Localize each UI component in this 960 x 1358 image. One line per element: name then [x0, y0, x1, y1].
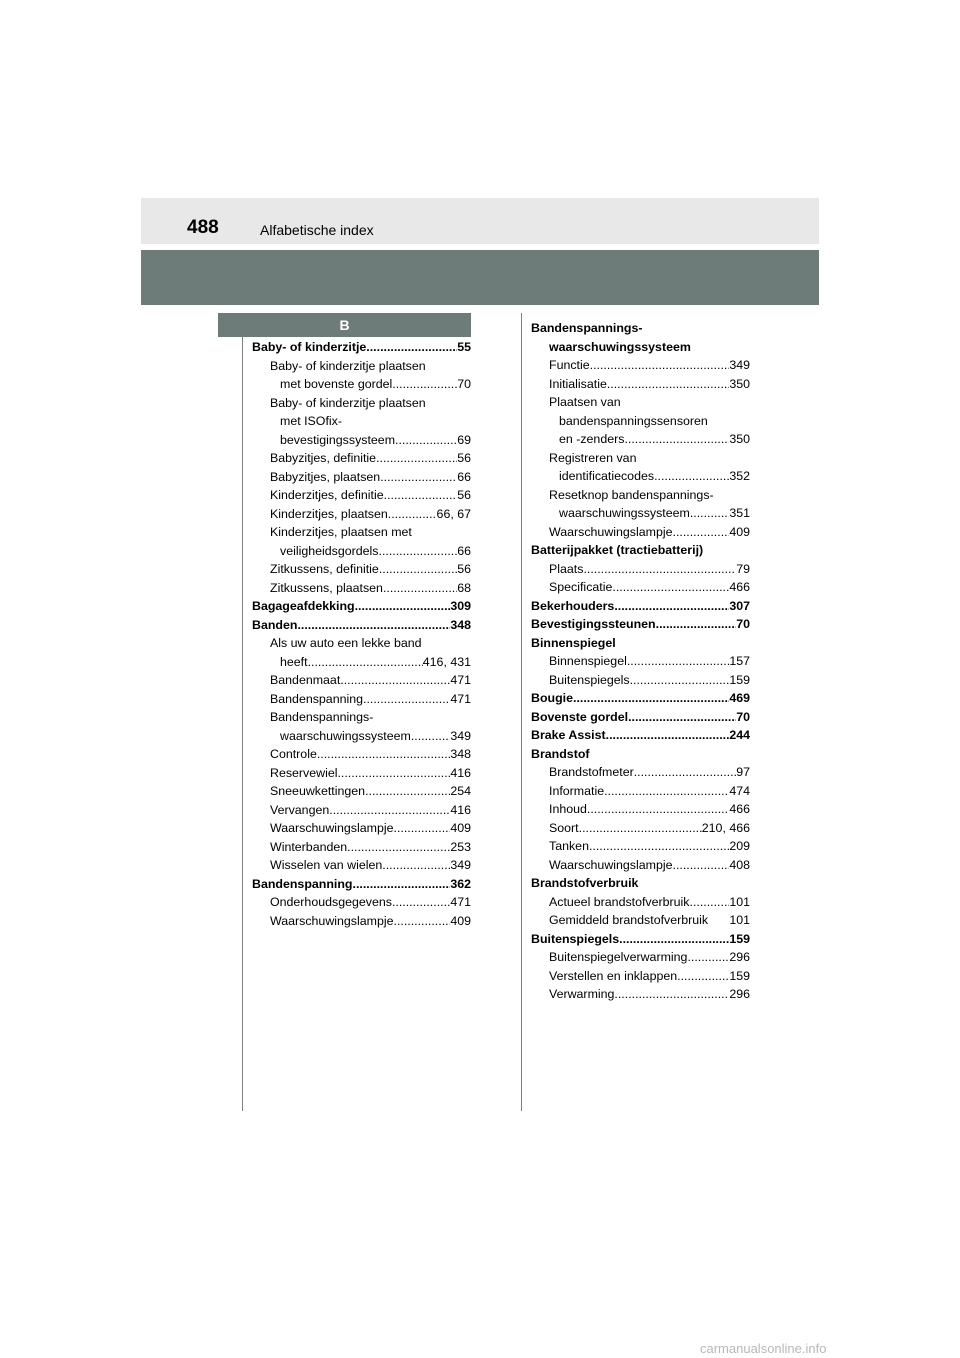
index-subentry	[252, 505, 471, 524]
dot-leader	[366, 338, 457, 357]
dot-leader	[630, 671, 730, 690]
entry-text: Vervangen	[270, 802, 330, 817]
index-heading	[531, 541, 750, 560]
dot-leader	[353, 875, 451, 894]
index-heading	[531, 930, 750, 949]
entry-text: Babyzitjes, definitie	[270, 451, 377, 465]
page-reference[interactable]: 350	[729, 376, 750, 391]
entry-text: Controle	[270, 747, 317, 761]
index-subentry	[531, 856, 750, 875]
index-heading	[531, 597, 750, 616]
page-reference[interactable]: 157	[729, 654, 750, 668]
entry-text: heeft	[280, 654, 308, 669]
dot-leader	[376, 449, 457, 468]
entry-text: Informatie	[549, 783, 605, 798]
entry-text: Zitkussens, definitie	[270, 562, 379, 576]
index-subentry	[531, 449, 750, 468]
page-reference[interactable]: 101	[729, 913, 750, 927]
page-reference[interactable]: 70	[736, 617, 750, 631]
entry-text: Registreren van	[549, 450, 637, 465]
index-heading	[531, 726, 750, 745]
index-subentry	[252, 671, 471, 690]
index-subentry	[531, 523, 750, 542]
entry-text: Verstellen en inklappen	[549, 968, 678, 983]
page-reference[interactable]: 66	[457, 543, 471, 558]
page-reference[interactable]: 296	[729, 987, 750, 1001]
index-subentry	[252, 708, 471, 727]
index-subentry	[252, 523, 471, 542]
entry-text: Kinderzitjes, plaatsen	[270, 506, 388, 521]
index-subentry	[252, 542, 471, 561]
entry-text: Binnenspiegel	[549, 654, 627, 668]
entry-text: Bandenmaat	[270, 673, 341, 687]
index-heading	[531, 319, 750, 338]
index-subentry	[252, 449, 471, 468]
index-subentry	[531, 375, 750, 394]
page-reference[interactable]: 466	[729, 802, 750, 816]
entry-text: Baby- of kinderzitje	[252, 340, 367, 354]
index-subentry	[531, 578, 750, 597]
dot-leader	[308, 653, 423, 672]
dot-leader	[363, 690, 450, 709]
page-reference[interactable]: 70	[736, 709, 750, 724]
entry-text: Gemiddeld brandstofverbruik	[549, 913, 709, 927]
index-subentry	[531, 467, 750, 486]
page-reference[interactable]: 352	[729, 469, 750, 483]
index-heading	[531, 615, 750, 634]
index-subentry	[531, 486, 750, 505]
index-heading	[531, 708, 750, 727]
entry-text: waarschuwingssysteem	[559, 506, 690, 520]
dot-leader	[394, 912, 451, 931]
entry-text: waarschuwingssysteem	[549, 339, 691, 354]
entry-text: Actueel brandstofverbruik	[549, 894, 690, 909]
dot-leader	[673, 523, 730, 542]
page-reference[interactable]: 68	[457, 580, 471, 595]
index-subentry	[531, 948, 750, 967]
dot-leader	[677, 967, 729, 986]
page-reference[interactable]: 349	[450, 858, 471, 872]
entry-text: Baby- of kinderzitje plaatsen	[270, 395, 426, 410]
page-reference[interactable]: 69	[457, 432, 471, 447]
entry-text: Brandstofmeter	[549, 765, 634, 779]
index-heading	[252, 338, 471, 357]
index-heading	[531, 745, 750, 764]
letter-tab: B	[218, 313, 471, 337]
dot-leader	[573, 689, 729, 708]
index-heading	[531, 634, 750, 653]
index-heading	[252, 875, 471, 894]
entry-text: Bovenste gordel	[531, 709, 629, 724]
page-reference[interactable]: 409	[450, 913, 471, 928]
page-reference[interactable]: 210, 466	[701, 820, 750, 835]
page-reference[interactable]: 416	[450, 765, 471, 780]
dot-leader	[382, 856, 450, 875]
entry-text: Plaats	[549, 561, 584, 576]
index-subentry	[531, 967, 750, 986]
dot-leader	[329, 801, 450, 820]
dot-leader	[690, 893, 730, 912]
entry-text: Kinderzitjes, definitie	[270, 488, 384, 502]
dot-leader	[394, 819, 451, 838]
entry-text: Specificatie	[549, 580, 613, 594]
dot-leader	[624, 430, 729, 449]
dot-leader	[656, 615, 737, 634]
page-reference[interactable]: 349	[450, 728, 471, 743]
dot-leader	[690, 504, 729, 523]
entry-text: Brandstofverbruik	[531, 876, 639, 890]
page-reference[interactable]: 296	[729, 950, 750, 964]
entry-text: Waarschuwingslampje	[270, 913, 394, 928]
index-heading	[252, 597, 471, 616]
index-subentry	[252, 856, 471, 875]
page-reference[interactable]: 471	[450, 895, 471, 909]
dot-leader	[634, 763, 736, 782]
page-reference[interactable]: 307	[729, 598, 750, 613]
index-subentry	[252, 486, 471, 505]
page-reference[interactable]: 253	[450, 839, 471, 854]
dot-leader	[627, 652, 729, 671]
header-band	[141, 250, 819, 305]
entry-text: Bandenspanning	[270, 691, 364, 706]
entry-text: Baby- of kinderzitje plaatsen	[270, 358, 426, 373]
page-reference[interactable]: 309	[450, 599, 471, 613]
entry-text: Bougie	[531, 691, 573, 705]
dot-leader	[337, 764, 450, 783]
entry-text: Inhoud	[549, 802, 587, 816]
dot-leader	[383, 579, 457, 598]
dot-leader	[579, 819, 702, 838]
entry-text: Waarschuwingslampje	[270, 821, 394, 835]
entry-text: Binnenspiegel	[531, 635, 616, 650]
index-heading	[531, 689, 750, 708]
dot-leader	[604, 782, 729, 801]
index-column-right	[531, 319, 750, 1004]
page-reference[interactable]: 474	[729, 783, 750, 798]
index-subentry	[252, 560, 471, 579]
entry-text: Bandenspanning	[252, 876, 353, 891]
entry-text: bandenspanningssensoren	[559, 413, 708, 428]
index-subentry	[531, 393, 750, 412]
entry-text: Soort	[549, 820, 579, 835]
entry-text: Bagageafdekking	[252, 599, 355, 613]
dot-leader	[380, 468, 457, 487]
index-subentry	[531, 671, 750, 690]
page-reference[interactable]: 101	[729, 894, 750, 909]
dot-leader	[317, 745, 450, 764]
index-subentry	[252, 912, 471, 931]
right-column-rule	[521, 313, 522, 1111]
dot-leader	[384, 486, 458, 505]
page-reference[interactable]: 159	[729, 968, 750, 983]
entry-text: Zitkussens, plaatsen	[270, 580, 383, 595]
index-subentry	[252, 579, 471, 598]
page-reference[interactable]: 349	[729, 358, 750, 372]
entry-text: Verwarming	[549, 987, 615, 1001]
dot-leader	[614, 597, 729, 616]
entry-text: Sneeuwkettingen	[270, 784, 366, 798]
page-reference[interactable]: 97	[736, 765, 750, 779]
index-heading	[531, 874, 750, 893]
entry-text: Resetknop bandenspannings-	[549, 487, 714, 502]
index-subentry	[531, 819, 750, 838]
page-reference[interactable]: 348	[450, 747, 471, 761]
page-reference[interactable]: 409	[729, 524, 750, 539]
index-subentry	[252, 745, 471, 764]
entry-text: Reservewiel	[270, 765, 338, 780]
watermark: carmanualsonline.info	[700, 1341, 827, 1356]
index-subentry	[252, 653, 471, 672]
index-subentry	[531, 800, 750, 819]
entry-text: Babyzitjes, plaatsen	[270, 469, 381, 484]
dot-leader	[379, 560, 457, 579]
entry-text: Wisselen van wielen	[270, 858, 383, 872]
page-reference[interactable]: 409	[450, 821, 471, 835]
dot-leader	[673, 856, 730, 875]
entry-text: Waarschuwingslampje	[549, 857, 673, 872]
page-reference[interactable]: 471	[450, 673, 471, 687]
page-reference[interactable]: 254	[450, 784, 471, 798]
index-subentry	[531, 985, 750, 1004]
dot-leader	[614, 985, 729, 1004]
entry-text: Buitenspiegels	[531, 931, 620, 946]
dot-leader	[590, 356, 730, 375]
dot-leader	[619, 930, 729, 949]
page-reference[interactable]: 209	[729, 839, 750, 853]
index-subentry	[531, 560, 750, 579]
entry-text: Als uw auto een lekke band	[270, 636, 422, 650]
index-subentry	[531, 837, 750, 856]
index-heading	[252, 616, 471, 635]
page-reference[interactable]: 159	[729, 931, 750, 946]
dot-leader	[612, 578, 729, 597]
entry-text: Winterbanden	[270, 839, 348, 854]
entry-text: met bovenste gordel	[280, 377, 393, 391]
entry-text: Batterijpakket (tractiebatterij)	[531, 543, 704, 557]
entry-text: met ISOfix-	[280, 414, 342, 428]
entry-text: Kinderzitjes, plaatsen met	[270, 525, 412, 539]
page-reference[interactable]: 408	[729, 857, 750, 872]
page-reference[interactable]: 416	[450, 802, 471, 817]
index-column-left	[252, 338, 471, 930]
dot-leader	[379, 542, 458, 561]
index-subentry	[252, 634, 471, 653]
page-reference[interactable]: 471	[450, 691, 471, 706]
index-subentry	[252, 690, 471, 709]
page-reference[interactable]: 56	[457, 451, 471, 465]
page-reference[interactable]: 70	[457, 377, 471, 391]
index-subentry	[252, 468, 471, 487]
dot-leader	[607, 375, 729, 394]
dot-leader	[340, 671, 450, 690]
page-reference[interactable]: 66	[457, 469, 471, 484]
index-subentry	[252, 431, 471, 450]
dot-leader	[395, 431, 457, 450]
entry-text: Plaatsen van	[549, 395, 621, 409]
page-reference[interactable]: 55	[457, 340, 471, 354]
page-reference[interactable]: 469	[729, 691, 750, 705]
page-reference[interactable]: 416, 431	[422, 654, 471, 669]
entry-text: Bandenspannings-	[531, 321, 643, 335]
dot-leader	[654, 467, 729, 486]
index-subentry	[252, 801, 471, 820]
index-subentry	[531, 911, 750, 930]
dot-leader	[587, 800, 729, 819]
index-subentry	[531, 893, 750, 912]
page-number: 488	[187, 217, 219, 238]
page-reference[interactable]: 362	[450, 876, 471, 891]
entry-text: identificatiecodes	[559, 469, 655, 483]
dot-leader	[355, 597, 451, 616]
entry-text: Brandstof	[531, 746, 590, 761]
index-subentry	[531, 652, 750, 671]
dot-leader	[628, 708, 736, 727]
entry-text: Buitenspiegelverwarming	[549, 950, 688, 964]
index-subentry	[531, 782, 750, 801]
dot-leader	[589, 837, 729, 856]
index-subentry	[531, 356, 750, 375]
index-subentry	[252, 357, 471, 376]
index-subentry	[252, 727, 471, 746]
index-subentry	[531, 412, 750, 431]
dot-leader	[583, 560, 736, 579]
index-heading	[531, 338, 750, 357]
page-reference[interactable]: 244	[729, 728, 750, 742]
index-subentry	[252, 764, 471, 783]
entry-text: Initialisatie	[549, 376, 607, 391]
page-reference[interactable]: 466	[729, 580, 750, 594]
entry-text: Buitenspiegels	[549, 672, 630, 687]
page-reference[interactable]: 348	[450, 617, 471, 632]
index-subentry	[252, 394, 471, 413]
dot-leader	[606, 726, 730, 745]
page-reference[interactable]: 159	[729, 672, 750, 687]
page-reference[interactable]: 66, 67	[436, 506, 471, 521]
entry-text: Bandenspannings-	[270, 710, 374, 724]
dot-leader	[392, 893, 450, 912]
entry-text: veiligheidsgordels	[280, 543, 379, 558]
entry-text: Bevestigingssteunen	[531, 617, 656, 631]
entry-text: Functie	[549, 358, 590, 372]
dot-leader	[388, 505, 437, 524]
entry-text: Bekerhouders	[531, 598, 615, 613]
index-subentry	[252, 819, 471, 838]
index-subentry	[252, 893, 471, 912]
dot-leader	[687, 948, 729, 967]
dot-leader	[392, 375, 457, 394]
entry-text: en -zenders	[559, 432, 625, 446]
page-reference[interactable]: 351	[729, 506, 750, 520]
index-subentry	[252, 375, 471, 394]
section-title: Alfabetische index	[260, 222, 374, 238]
page-reference[interactable]: 79	[736, 561, 750, 576]
entry-text: Tanken	[549, 839, 589, 853]
entry-text: waarschuwingssysteem	[280, 728, 411, 743]
entry-text: Brake Assist	[531, 728, 606, 742]
entry-text: Waarschuwingslampje	[549, 524, 673, 539]
page-reference[interactable]: 56	[457, 488, 471, 502]
page-reference[interactable]: 350	[729, 432, 750, 446]
entry-text: Banden	[252, 617, 298, 632]
index-subentry	[531, 430, 750, 449]
dot-leader	[365, 782, 450, 801]
index-subentry	[531, 504, 750, 523]
header-bar	[141, 198, 819, 244]
index-subentry	[252, 782, 471, 801]
index-subentry	[252, 412, 471, 431]
index-subentry	[531, 763, 750, 782]
entry-text: Onderhoudsgegevens	[270, 895, 392, 909]
dot-leader	[297, 616, 450, 635]
dot-leader	[347, 838, 450, 857]
left-column-rule	[242, 337, 243, 1111]
entry-text: bevestigingssysteem	[280, 432, 396, 447]
index-subentry	[252, 838, 471, 857]
dot-leader	[411, 727, 450, 746]
page-reference[interactable]: 56	[457, 562, 471, 576]
